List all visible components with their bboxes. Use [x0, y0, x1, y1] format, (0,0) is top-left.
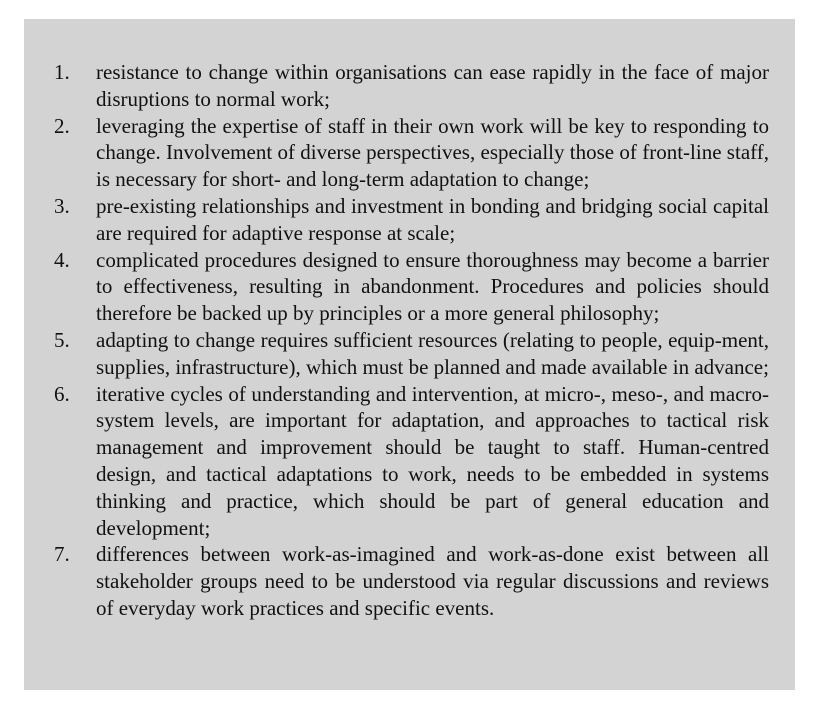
list-item [24, 59, 795, 113]
list-item-text: differences between work-as-imagined and work-as-done exist between all stakeholder groups need to be understood via regular discussions and reviews of everyday work practices and specific events. [96, 542, 769, 620]
list-item-number: 1. [54, 60, 70, 84]
list-item [24, 541, 795, 621]
list-item-text: leveraging the expertise of staff in their own work will be key to responding to change. Involvement of diverse perspectives, especially those of front-line staff, is necessary for short- and long-term adaptation to change; [96, 113, 769, 192]
list-item-number: 2. [54, 113, 70, 138]
list-item [24, 193, 795, 247]
list-item-number: 4. [54, 247, 70, 272]
list-item-number: 7. [54, 542, 70, 567]
list-item-text: pre-existing relationships and investment in bonding and bridging social capital are required for adaptive response at scale; [96, 193, 769, 245]
list-item [24, 247, 795, 327]
list-item-text: adapting to change requires sufficient resources (relating to people, equip-ment, supplies, infrastructure), which must be planned and made available in advance; [96, 327, 769, 379]
boxed-text-panel [24, 19, 795, 690]
list-item-number: 3. [54, 193, 70, 218]
list-item-number: 6. [54, 381, 70, 406]
list-item-text: complicated procedures designed to ensure thoroughness may become a barrier to effectiveness, resulting in abandonment. Procedures and policies should therefore be backed up by principles or a more general philosophy; [96, 247, 769, 326]
list-item-number: 5. [54, 327, 70, 352]
list-item [24, 327, 795, 381]
numbered-list [24, 59, 795, 622]
list-item [24, 381, 795, 542]
list-item [24, 113, 795, 193]
list-item-text: resistance to change within organisations can ease rapidly in the face of major disruptions to normal work; [96, 60, 769, 111]
list-item-text: iterative cycles of understanding and intervention, at micro-, meso-, and macro-system levels, are important for adaptation, and approaches to tactical risk management and improvement should be taught to staff. Human-centred design, and tactical adaptations to work, needs to be embedded in systems thinking and practice, which should be part of general education and development; [96, 381, 769, 540]
